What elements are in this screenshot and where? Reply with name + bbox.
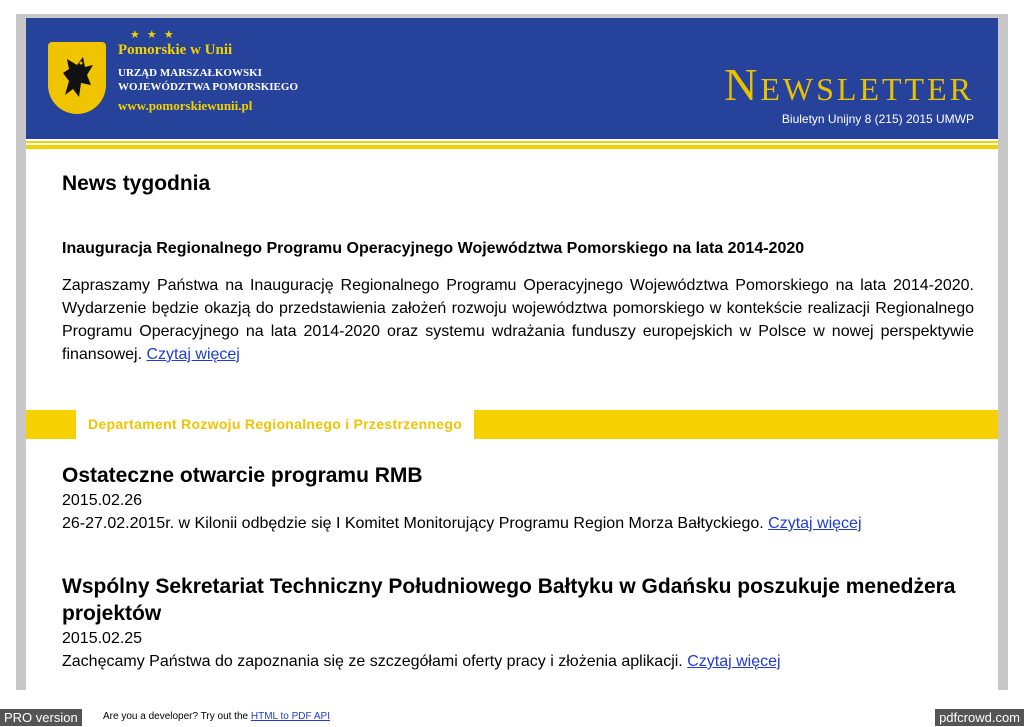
read-more-link[interactable]: Czytaj więcej [768, 515, 862, 532]
pro-version-badge[interactable]: PRO version [0, 709, 82, 726]
developer-promo [103, 711, 330, 722]
developer-promo-text: Are you a developer? Try out the [103, 711, 251, 722]
griffin-crest-icon [48, 42, 106, 114]
html-to-pdf-api-link[interactable]: HTML to PDF API [250, 711, 330, 722]
news-title: Wspólny Sekretariat Techniczny Południowego Bałtyku w Gdańsku poszukuje menedżera projektów [62, 575, 956, 625]
department-label: Departament Rozwoju Regionalnego i Przestrzennego [76, 410, 474, 439]
office-name [118, 66, 298, 94]
brand-name: Pomorskie w Unii [118, 42, 233, 58]
newsletter-header [26, 18, 998, 139]
lead-article-title: Inauguracja Regionalnego Programu Operacyjnego Województwa Pomorskiego na lata 2014-2020 [62, 240, 805, 257]
news-text [62, 512, 974, 535]
office-line-1: URZĄD MARSZAŁKOWSKI [118, 67, 262, 79]
office-line-2: WOJEWÓDZTWA POMORSKIEGO [118, 81, 298, 93]
news-date: 2015.02.25 [62, 630, 143, 647]
news-item [62, 462, 974, 535]
news-body: 26-27.02.2015r. w Kilonii odbędzie się I Komitet Monitorujący Programu Region Morza Bałtyckiego. [62, 515, 769, 532]
website-link[interactable]: www.pomorskiewunii.pl [118, 98, 253, 113]
divider-thin [26, 141, 998, 143]
lead-article-body: Zapraszamy Państwa na Inaugurację Regionalnego Programu Operacyjnego Województwa Pomorskiego na lata 2014-2020. Wydarzenie będzie okazją do przedstawienia założeń rozwoju województwa pomorskiego w kontekście realizacji Regionalnego Programu Operacyjnego na lata 2014-2020 oraz systemu wdrażania funduszy europejskich w Polsce w nowej perspektywie finansowej. [62, 277, 974, 363]
eu-stars: ★ ★ ★ [130, 29, 176, 41]
pdfcrowd-badge[interactable]: pdfcrowd.com [935, 709, 1024, 726]
issue-label: Biuletyn Unijny 8 (215) 2015 UMWP [781, 112, 974, 126]
divider-thick [26, 145, 998, 149]
news-date: 2015.02.26 [62, 492, 143, 509]
newsletter-title: Newsletter [724, 59, 974, 110]
read-more-link[interactable]: Czytaj więcej [146, 346, 240, 363]
read-more-link[interactable]: Czytaj więcej [687, 653, 781, 670]
news-item [62, 573, 974, 673]
news-title: Ostateczne otwarcie programu RMB [62, 464, 423, 487]
news-body: Zachęcamy Państwa do zapoznania się ze szczegółami oferty pracy i złożenia aplikacji. [62, 653, 688, 670]
section-title: News tygodnia [62, 172, 211, 195]
lead-article-text [62, 274, 974, 366]
news-of-week [62, 172, 974, 366]
news-text [62, 650, 974, 673]
